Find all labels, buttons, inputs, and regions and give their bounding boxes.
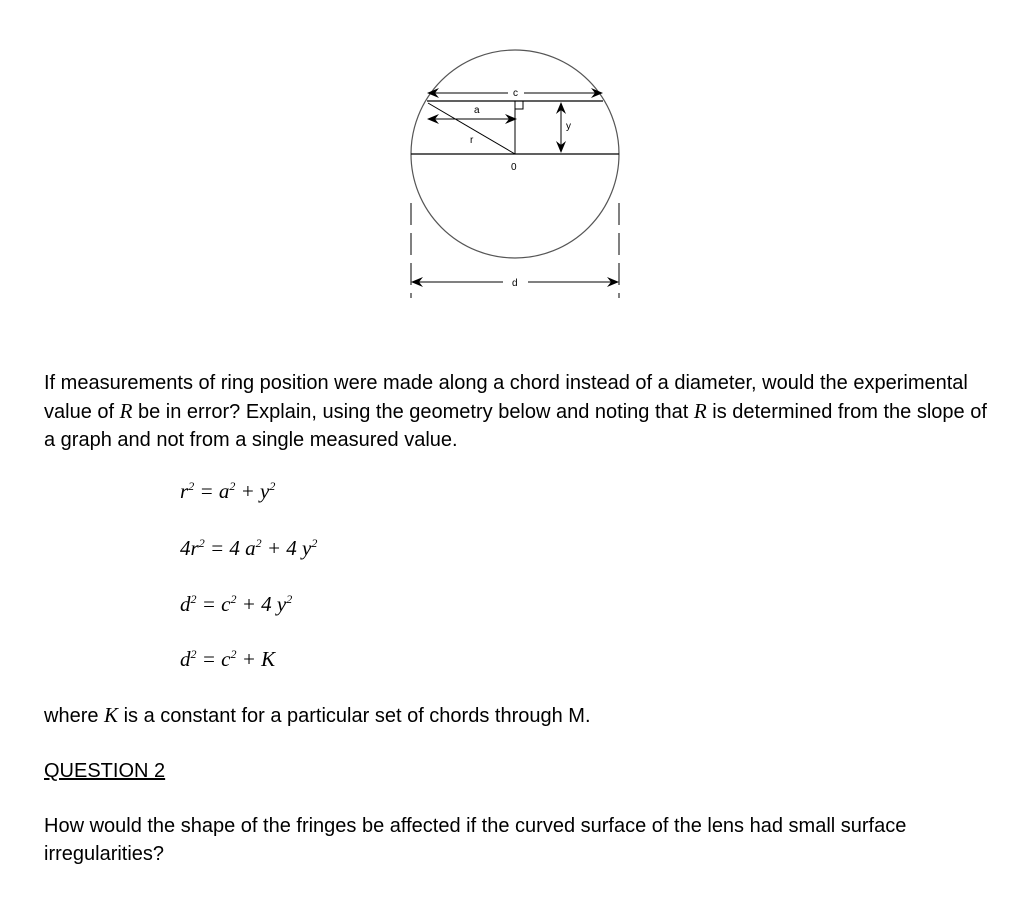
label-y: y — [566, 121, 571, 132]
variable-K: K — [104, 703, 119, 727]
equation-4: $d^2 = c^2 + K$ — [180, 647, 276, 671]
chord-question-paragraph — [44, 369, 994, 454]
equation-2: $4r^2 = 4$ $a^2 + 4$ $y^2$ — [180, 536, 318, 560]
variable-R: R — [119, 399, 133, 423]
equation-3: $d^2 = c^2 + 4$ $y^2$ — [180, 592, 293, 616]
radius-line — [428, 103, 515, 154]
question-2-heading: QUESTION 2 — [44, 760, 166, 782]
label-a: a — [474, 105, 480, 116]
paragraph1-text-1: If measurements of ring position were made along a chord instead of a diameter, would the experimental value of — [44, 372, 968, 423]
label-c: c — [513, 88, 518, 99]
chord-geometry-diagram — [398, 40, 638, 310]
right-angle-mark — [515, 101, 523, 109]
equation-1: $r^2 = a^2 + y^2$ — [180, 479, 276, 503]
variable-R: R — [693, 399, 707, 423]
question-2-text: How would the shape of the fringes be affected if the curved surface of the lens had small surface irregularities? — [44, 815, 907, 865]
label-center: 0 — [511, 162, 517, 173]
label-r: r — [470, 135, 474, 146]
paragraph1-text-3: is determined from the slope of a graph and not from a single measured value. — [44, 401, 987, 451]
paragraph1-text-2: be in error? Explain, using the geometry below and noting that — [132, 401, 694, 423]
label-d: d — [512, 278, 518, 289]
constant-k-paragraph: where K is a constant for a particular set of chords through M. — [44, 703, 591, 727]
